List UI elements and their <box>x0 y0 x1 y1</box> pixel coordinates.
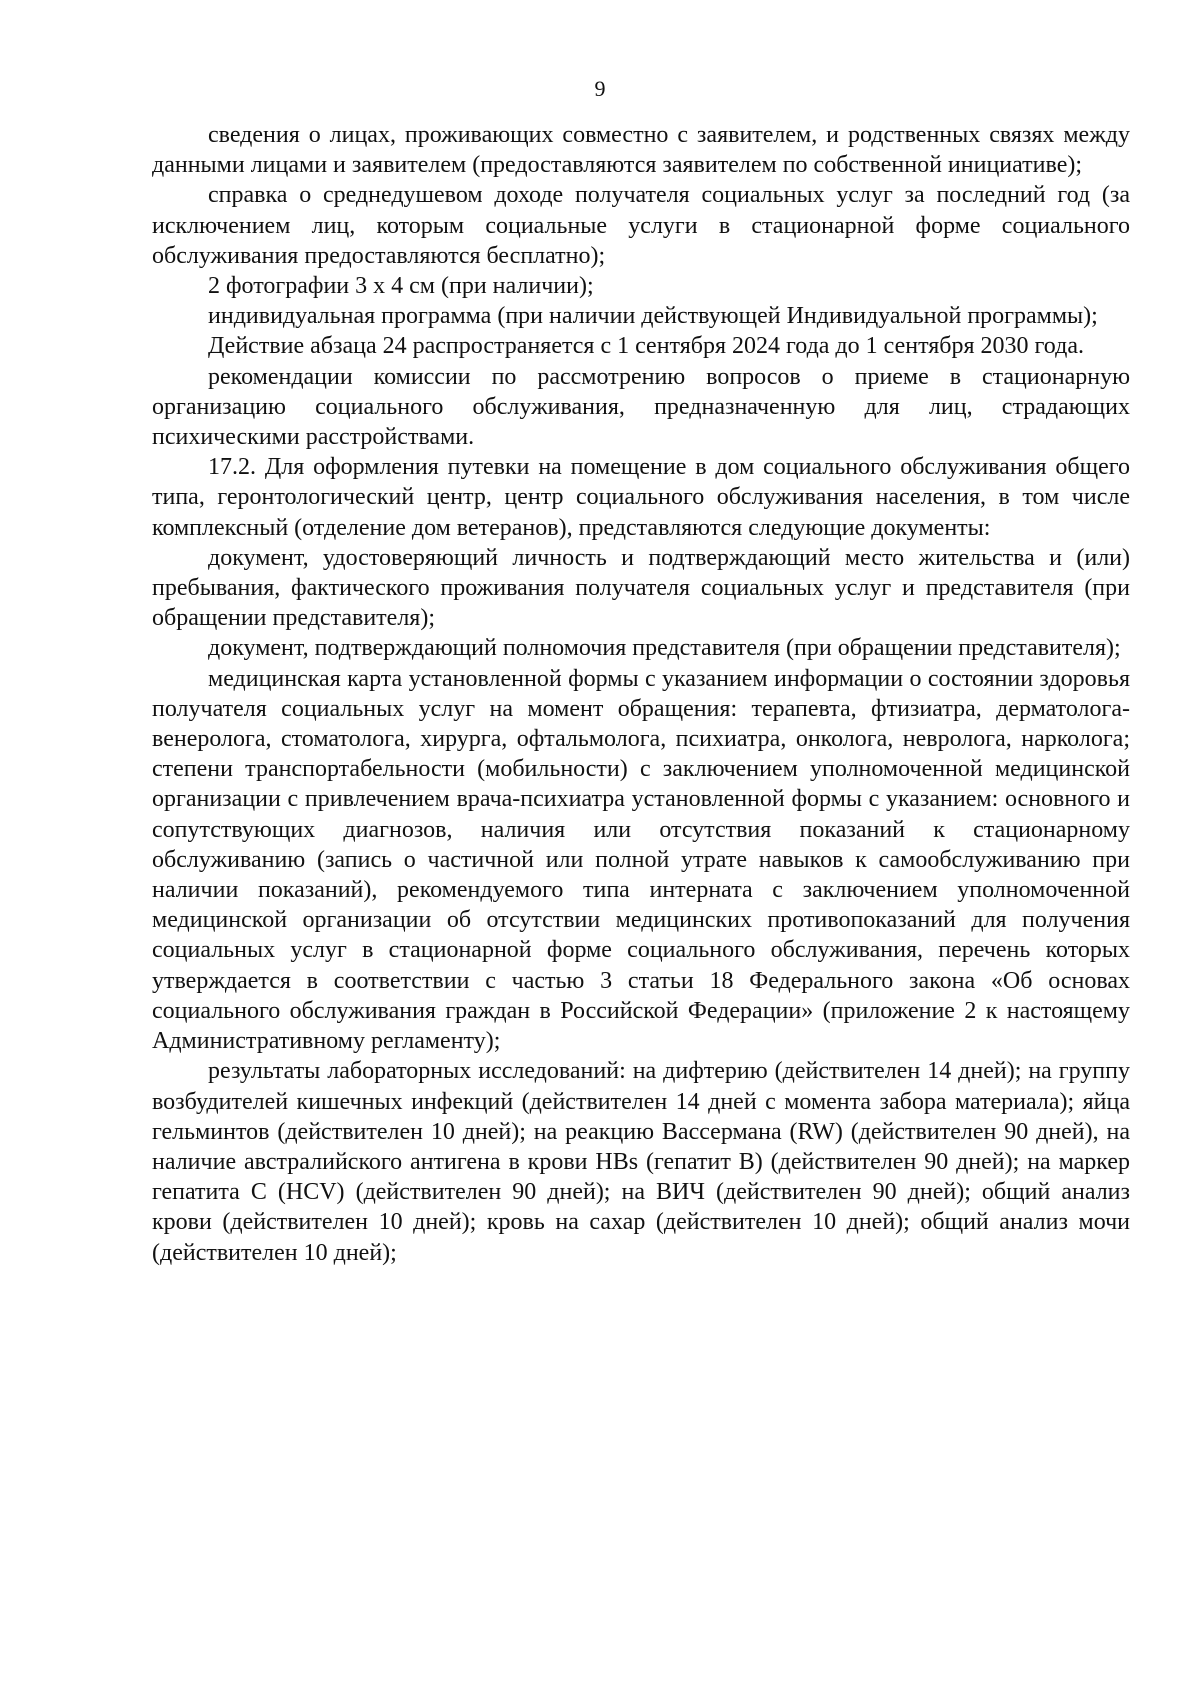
paragraph-lab-results: результаты лабораторных исследований: на дифтерию (действителен 14 дней); на группу возбудителей кишечных инфекций (действителен 14 дней с момента забора материала); яйца гельминтов (действителен 10 дней); на реакцию Вассермана (RW) (действителен 90 дней), на наличие австралийского антигена в крови HBs (гепатит В) (действителен 90 дней); на маркер гепатита С (HCV) (действителен 90 дней); на ВИЧ (действителен 90 дней); общий анализ крови (действителен 10 дней); кровь на сахар (действителен 10 дней); общий анализ мочи (действителен 10 дней); <box>152 1058 1130 1266</box>
paragraph-representative-authority: документ, подтверждающий полномочия представителя (при обращении представителя); <box>208 635 1121 662</box>
paragraph-section-17-2: 17.2. Для оформления путевки на помещение в дом социального обслуживания общего типа, геронтологический центр, центр социального обслуживания населения, в том числе комплексный (отделение дом ветеранов), представляются следующие документы: <box>152 454 1130 541</box>
paragraph-medical-card: медицинская карта установленной формы с указанием информации о состоянии здоровья получателя социальных услуг на момент обращения: терапевта, фтизиатра, дерматолога-венеролога, стоматолога, хирурга, офтальмолога, психиатра, онколога, невролога, нарколога; степени транспортабельности (мобильности) с заключением уполномоченной медицинской организации с привлечением врача-психиатра установленной формы с указанием: основного и сопутствующих диагнозов, наличия или отсутствия показаний к стационарному обслуживанию (запись о частичной или полной утрате навыков к самообслуживанию при наличии показаний), рекомендуемого типа интерната с заключением уполномоченной медицинской организации об отсутствии медицинских противопоказаний для получения социальных услуг в стационарной форме социального обслуживания, перечень которых утверждается в соответствии с частью 3 статьи 18 Федерального закона «Об основах социального обслуживания граждан в Российской Федерации» (приложение 2 к настоящему Административному регламенту); <box>152 665 1130 1055</box>
paragraph-commission-recommendations: рекомендации комиссии по рассмотрению вопросов о приеме в стационарную организацию социального обслуживания, предназначенную для лиц, страдающих психическими расстройствами. <box>152 363 1130 451</box>
paragraph-cohabitants-info: сведения о лицах, проживающих совместно с заявителем, и родственных связях между данными лицами и заявителем (предоставляются заявителем по собственной инициативе); <box>152 122 1130 179</box>
document-body <box>152 120 1130 1268</box>
paragraph-photographs: 2 фотографии 3 х 4 см (при наличии); <box>208 273 594 300</box>
paragraph-individual-program: индивидуальная программа (при наличии действующей Индивидуальной программы); <box>208 303 1098 330</box>
page-number: 9 <box>594 76 606 101</box>
paragraph-validity-note: Действие абзаца 24 распространяется с 1 сентября 2024 года до 1 сентября 2030 года. <box>208 333 1084 360</box>
paragraph-identity-document: документ, удостоверяющий личность и подтверждающий место жительства и (или) пребывания, фактического проживания получателя социальных услуг и представителя (при обращении представителя); <box>152 544 1130 632</box>
paragraph-income-certificate: справка о среднедушевом доходе получателя социальных услуг за последний год (за исключением лиц, которым социальные услуги в стационарной форме социального обслуживания предоставляются бесплатно); <box>152 182 1130 269</box>
